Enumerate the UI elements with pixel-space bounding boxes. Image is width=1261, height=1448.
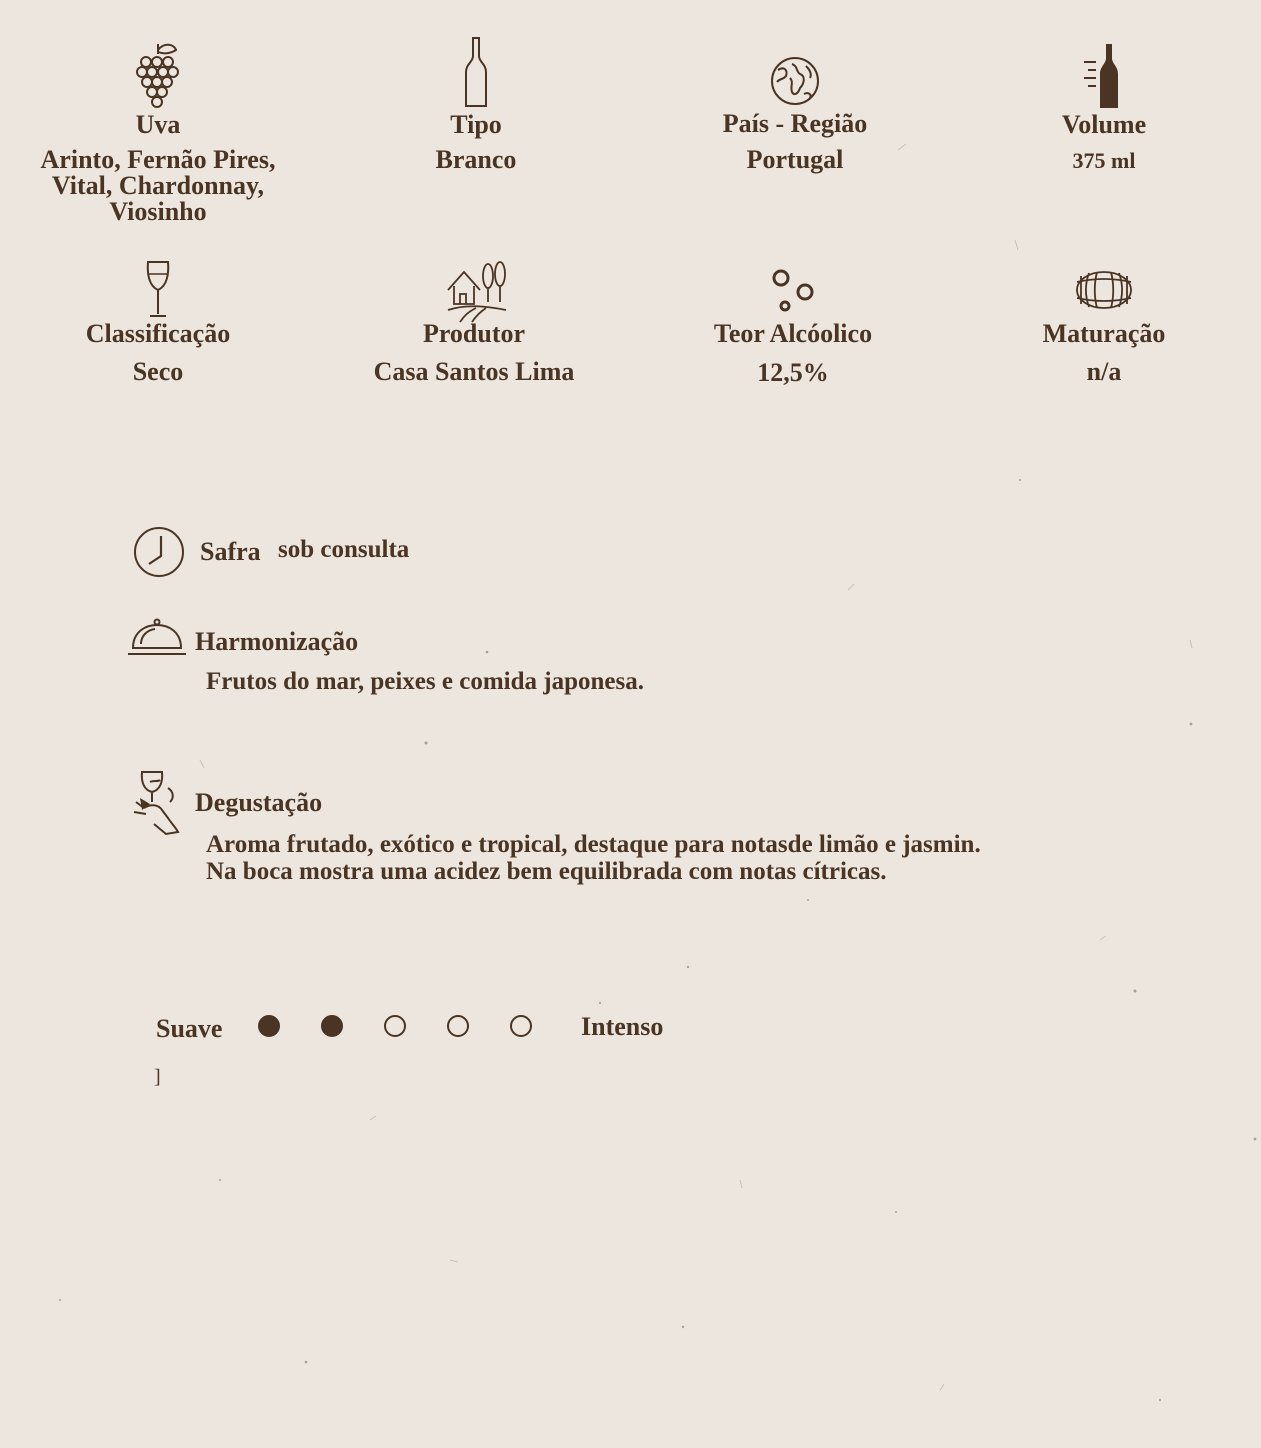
- degustacao-label: Degustação: [195, 788, 323, 817]
- spec-produtor: [324, 260, 624, 390]
- intensity-dot-3: [384, 1015, 406, 1037]
- spec-pais-regiao-value: Portugal: [746, 145, 844, 174]
- spec-maturacao-label: Maturação: [1042, 319, 1166, 348]
- safra-value: sob consulta: [278, 536, 410, 563]
- cloche-icon: [127, 618, 187, 658]
- spec-classificacao-value: Seco: [132, 357, 184, 386]
- farmhouse-icon: [446, 260, 508, 322]
- spec-produtor-value: Casa Santos Lima: [373, 357, 575, 386]
- degustacao-text-line-2: Na boca mostra uma acidez bem equilibrada com notas cítricas.: [206, 858, 887, 885]
- harmonizacao-text-line: Frutos do mar, peixes e comida japonesa.: [206, 668, 644, 695]
- spec-classificacao: [8, 260, 308, 390]
- globe-icon: [770, 56, 820, 106]
- intensity-dot-1: [258, 1015, 280, 1037]
- spec-tipo: [326, 40, 626, 190]
- spec-teor-alcoolico-label: Teor Alcóolico: [713, 319, 873, 348]
- intensity-dot-5: [510, 1015, 532, 1037]
- grapes-icon: [136, 40, 180, 110]
- tasting-hand-icon: [132, 768, 182, 836]
- spec-uva: [8, 40, 308, 230]
- spec-volume: [954, 40, 1254, 190]
- spec-volume-label: Volume: [1061, 110, 1147, 139]
- spec-tipo-value: Branco: [435, 145, 517, 174]
- barrel-icon: [1075, 270, 1133, 310]
- spec-uva-value-line-2: Vital, Chardonnay,: [51, 171, 265, 200]
- spec-maturacao-value: n/a: [1086, 357, 1122, 386]
- safra-label: Safra: [200, 537, 261, 566]
- intensity-dot-2: [321, 1015, 343, 1037]
- harmonizacao-text: [206, 668, 644, 695]
- spec-uva-value-line-3: Viosinho: [109, 197, 207, 226]
- spec-pais-regiao: [645, 40, 945, 190]
- spec-pais-regiao-label: País - Região: [722, 109, 868, 138]
- spec-produtor-label: Produtor: [422, 319, 526, 348]
- footer-mark: ]: [154, 1066, 161, 1088]
- spec-teor-alcoolico: [643, 260, 943, 390]
- clock-icon: [133, 526, 185, 578]
- spec-maturacao: [954, 260, 1254, 390]
- degustacao-text: [206, 831, 981, 885]
- wine-glass-icon: [145, 260, 171, 318]
- spec-teor-alcoolico-value: 12,5%: [757, 358, 829, 387]
- spec-volume-value: 375 ml: [1072, 148, 1136, 173]
- spec-uva-label: Uva: [135, 110, 181, 139]
- degustacao-text-line-1: Aroma frutado, exótico e tropical, destaque para notasde limão e jasmin.: [206, 831, 981, 858]
- intensity-left-label: Suave: [156, 1014, 223, 1043]
- spec-classificacao-label: Classificação: [85, 319, 231, 348]
- bubbles-icon: [769, 266, 817, 314]
- spec-tipo-label: Tipo: [450, 110, 502, 139]
- bottle-filled-icon: [1082, 42, 1126, 110]
- harmonizacao-label: Harmonização: [195, 627, 359, 656]
- spec-uva-value-line-1: Arinto, Fernão Pires,: [40, 145, 276, 174]
- intensity-dot-4: [447, 1015, 469, 1037]
- intensity-right-label: Intenso: [581, 1012, 664, 1041]
- bottle-outline-icon: [464, 36, 488, 108]
